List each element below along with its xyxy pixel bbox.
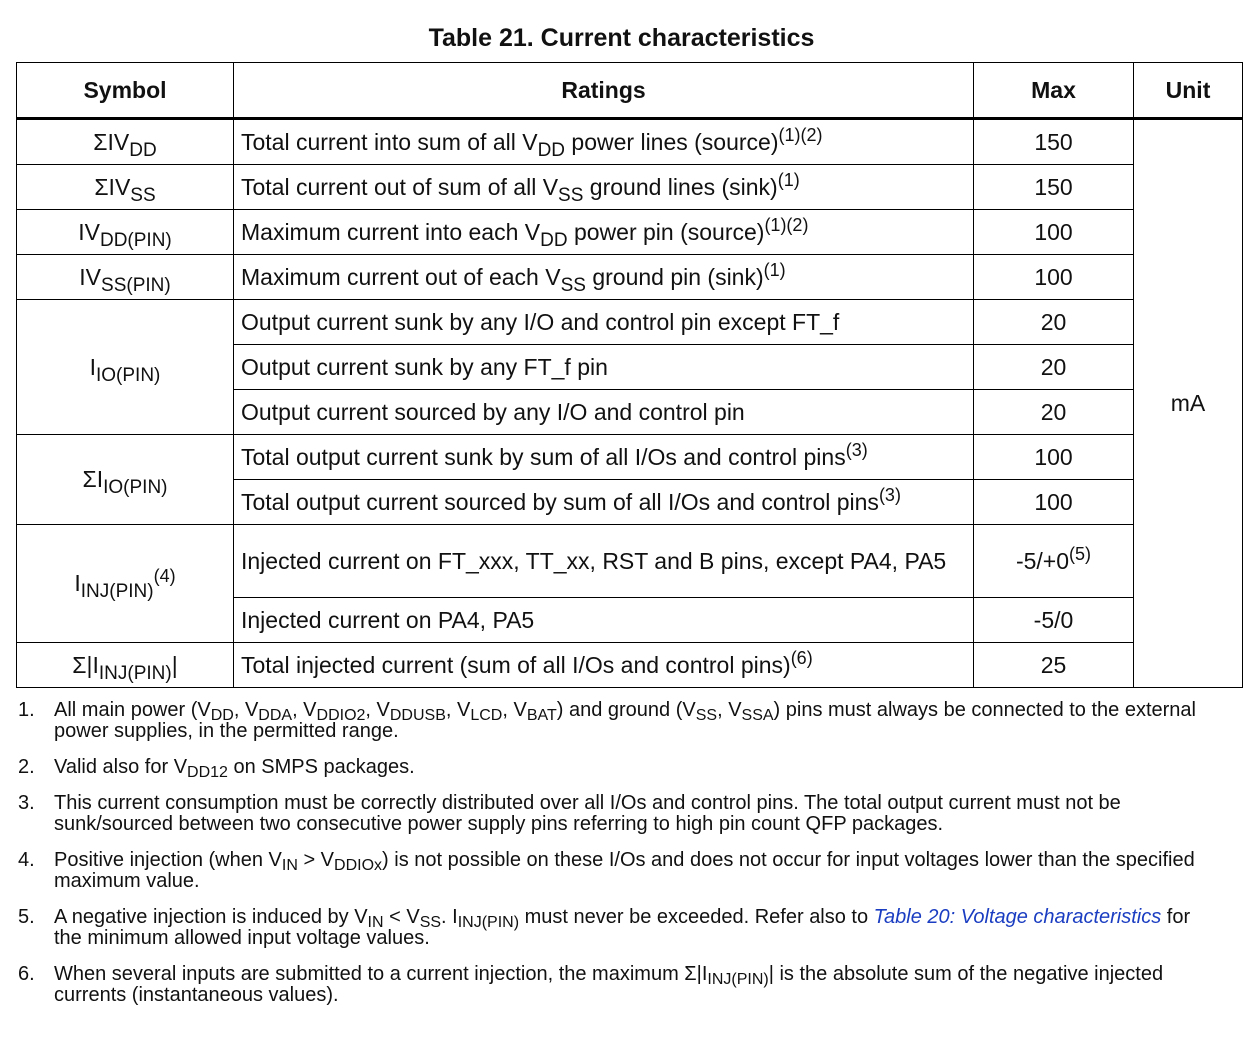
- symbol-cell: $I_{INJ(PIN)}^{(4)}$: [17, 525, 234, 643]
- max-cell: 100: [974, 255, 1134, 300]
- header-ratings: Ratings: [234, 63, 974, 119]
- table-row: [17, 300, 1243, 345]
- table-row: [17, 119, 1243, 165]
- rating-cell: Output current sourced by any I/O and control pin: [234, 390, 974, 435]
- table-title: Table 21. Current characteristics: [428, 24, 815, 52]
- rating-cell: Maximum current out of each $V_{SS}$ ground pin $(\sin k)^{(1)}$: [234, 255, 974, 300]
- rating-cell: Maximum current into each $V_{DD}$ power pin (source)$^{(1)(2)}$: [234, 210, 974, 255]
- footnote-5: 5. A negative injection is induced by $V_{IN} < V_{SS}$. $I_{INJ(PIN)}$ must never be exceeded. Refer also to Table 20: Voltage characteristics for the minimum allowed input voltage values.: [18, 906, 1191, 949]
- max-cell: 20: [974, 345, 1134, 390]
- max-cell: 25: [974, 643, 1134, 688]
- footnote-6: 6. When several inputs are submitted to a current injection, the maximum $\Sigma|I_{INJ(PIN)}|$ is the absolute sum of the negative injected currents (instantaneous values).: [18, 963, 1164, 1006]
- rating-cell: Total current out of sum of all $V_{SS}$ ground lines $(\sin k)^{(1)}$: [234, 165, 974, 210]
- table-row: [17, 435, 1243, 480]
- max-cell: 100: [974, 480, 1134, 525]
- max-cell: 100: [974, 210, 1134, 255]
- footnote-1: 1. All main power ($V_{DD}$, $V_{DDA}$, $V_{DDIO2}$, $V_{DDUSB}$, $V_{LCD}$, $V_{BAT}$) and ground ($V_{SS}$, $V_{SSA}$) pins must always be connected to the external power supplies, in the permitted range.: [18, 699, 1196, 742]
- rating-cell: Total injected current (sum of all I/Os and control pins)$^{(6)}$: [234, 643, 974, 688]
- table-row: [17, 525, 1243, 598]
- max-cell: 150: [974, 119, 1134, 165]
- max-cell: 100: [974, 435, 1134, 480]
- symbol-cell: $I_{IO(PIN)}$: [17, 300, 234, 435]
- rating-cell: Total output current sunk by sum of all I/Os and control pins$^{(3)}$: [234, 435, 974, 480]
- rating-cell: Total output current sourced by sum of all I/Os and control pins$^{(3)}$: [234, 480, 974, 525]
- max-cell: 20: [974, 300, 1134, 345]
- max-cell: -5/0: [974, 598, 1134, 643]
- symbol-cell: $\Sigma|I_{INJ(PIN)}|$: [17, 643, 234, 688]
- table-row: [17, 210, 1243, 255]
- rating-cell: Injected current on PA4, PA5: [234, 598, 974, 643]
- max-cell: 20: [974, 390, 1134, 435]
- rating-cell: Total current into sum of all $V_{DD}$ power lines (source)$^{(1)(2)}$: [234, 119, 974, 165]
- footnotes: [16, 700, 1216, 1021]
- current-characteristics-table: [16, 62, 1243, 688]
- header-unit: Unit: [1134, 63, 1243, 119]
- symbol-cell: $IV_{SS(PIN)}$: [17, 255, 234, 300]
- symbol-cell: $\Sigma IV_{DD}$: [17, 119, 234, 165]
- max-cell: 150: [974, 165, 1134, 210]
- max-cell: $-5/+0^{(5)}$: [974, 525, 1134, 598]
- table-row: [17, 643, 1243, 688]
- unit-cell: mA: [1134, 119, 1243, 688]
- symbol-cell: $\Sigma IV_{SS}$: [17, 165, 234, 210]
- rating-cell: Output current sunk by any FT_f pin: [234, 345, 974, 390]
- rating-cell: Output current sunk by any I/O and control pin except FT_f: [234, 300, 974, 345]
- footnote-4: 4. Positive injection (when $V_{IN} > V_{DDIOx}$) is not possible on these I/Os and does not occur for input voltages lower than the specified maximum value.: [18, 849, 1195, 892]
- symbol-cell: $IV_{DD(PIN)}$: [17, 210, 234, 255]
- footnote-2: 2. Valid also for $V_{DD12}$ on SMPS packages.: [18, 756, 415, 781]
- header-symbol: Symbol: [17, 63, 234, 119]
- table-row: [17, 255, 1243, 300]
- footnote-3: 3. This current consumption must be correctly distributed over all I/Os and control pins. The total output current must not be sunk/sourced between two consecutive power supply pins referring to high pin count QFP packages.: [18, 792, 1121, 835]
- symbol-cell: $\Sigma I_{IO(PIN)}$: [17, 435, 234, 525]
- rating-cell: Injected current on FT_xxx, TT_xx, RST and B pins, except PA4, PA5: [234, 525, 974, 598]
- header-row: [17, 63, 1243, 119]
- table-20-link[interactable]: Table 20: Voltage characteristics: [873, 906, 1162, 928]
- table-row: [17, 165, 1243, 210]
- header-max: Max: [974, 63, 1134, 119]
